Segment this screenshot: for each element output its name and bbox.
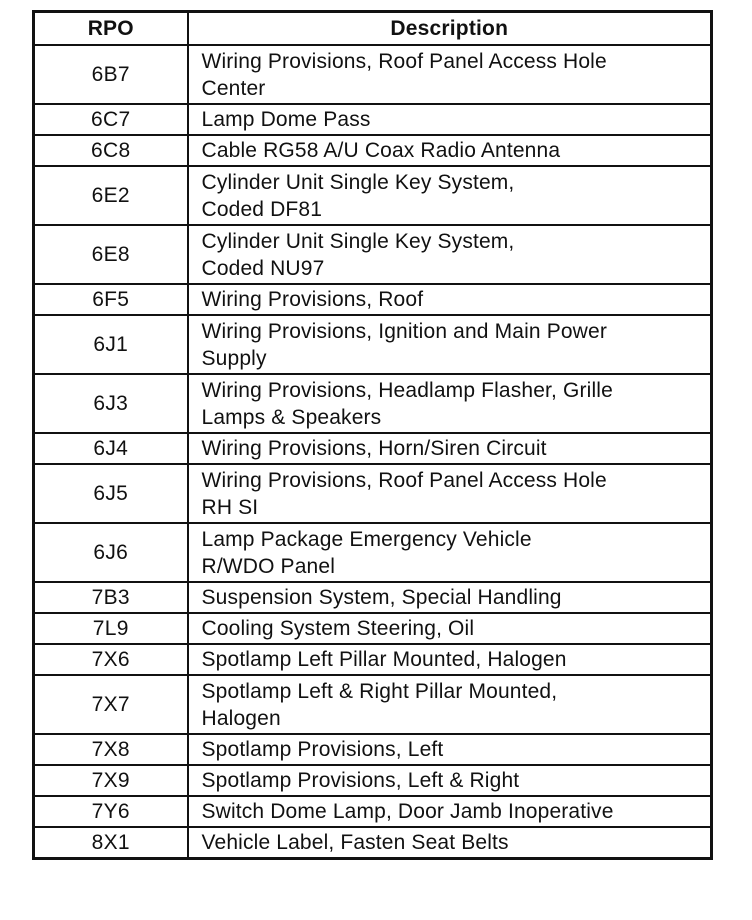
rpo-code-cell: 6J4	[34, 433, 188, 464]
description-cell	[188, 374, 712, 433]
rpo-code-cell: 7X7	[34, 675, 188, 734]
rpo-code-cell: 6J6	[34, 523, 188, 582]
description-line: Wiring Provisions, Headlamp Flasher, Grille	[201, 378, 613, 402]
table-row	[34, 827, 712, 859]
rpo-code-cell: 6F5	[34, 284, 188, 315]
description-cell	[188, 734, 712, 765]
description-line: Lamp Package Emergency Vehicle	[201, 527, 532, 551]
table-row	[34, 675, 712, 734]
rpo-code-cell: 6B7	[34, 45, 188, 104]
rpo-code-cell: 8X1	[34, 827, 188, 859]
rpo-code-cell: 6E8	[34, 225, 188, 284]
table-row	[34, 523, 712, 582]
table-row	[34, 796, 712, 827]
table-row	[34, 225, 712, 284]
rpo-code-cell: 7X6	[34, 644, 188, 675]
rpo-code-cell: 7L9	[34, 613, 188, 644]
description-line: Vehicle Label, Fasten Seat Belts	[201, 831, 509, 854]
description-line: Halogen	[201, 706, 281, 730]
description-line: Spotlamp Provisions, Left	[201, 738, 444, 761]
description-cell	[188, 464, 712, 523]
description-cell	[188, 284, 712, 315]
description-line: Lamp Dome Pass	[201, 108, 371, 131]
description-line: Spotlamp Left & Right Pillar Mounted,	[201, 679, 558, 703]
table-row	[34, 166, 712, 225]
description-line: RH SI	[201, 495, 259, 519]
rpo-code-cell: 7X9	[34, 765, 188, 796]
description-line: Wiring Provisions, Roof Panel Access Hole	[201, 468, 607, 492]
table-row	[34, 765, 712, 796]
rpo-code-cell: 7Y6	[34, 796, 188, 827]
description-cell	[188, 135, 712, 166]
rpo-code-cell: 6E2	[34, 166, 188, 225]
table-body	[34, 45, 712, 859]
description-cell	[188, 796, 712, 827]
description-cell	[188, 523, 712, 582]
description-line: Lamps & Speakers	[201, 405, 382, 429]
table-header-row	[34, 12, 712, 46]
description-line: R/WDO Panel	[201, 554, 336, 578]
description-line: Wiring Provisions, Roof	[201, 288, 424, 311]
description-cell	[188, 45, 712, 104]
description-line: Supply	[201, 346, 267, 370]
description-cell	[188, 225, 712, 284]
rpo-code-cell: 7X8	[34, 734, 188, 765]
description-line: Center	[201, 76, 266, 100]
description-line: Cylinder Unit Single Key System,	[201, 170, 515, 194]
description-line: Wiring Provisions, Ignition and Main Power	[201, 319, 607, 343]
description-cell	[188, 613, 712, 644]
description-line: Spotlamp Provisions, Left & Right	[201, 769, 520, 792]
column-header-rpo: RPO	[34, 12, 188, 46]
rpo-code-cell: 7B3	[34, 582, 188, 613]
table-row	[34, 644, 712, 675]
description-line: Coded DF81	[201, 197, 323, 221]
description-cell	[188, 827, 712, 859]
description-line: Cylinder Unit Single Key System,	[201, 229, 515, 253]
description-cell	[188, 644, 712, 675]
rpo-code-cell: 6J5	[34, 464, 188, 523]
description-line: Coded NU97	[201, 256, 325, 280]
table-row	[34, 374, 712, 433]
description-line: Cable RG58 A/U Coax Radio Antenna	[201, 139, 561, 162]
description-cell	[188, 166, 712, 225]
description-line: Suspension System, Special Handling	[201, 586, 562, 609]
description-line: Cooling System Steering, Oil	[201, 617, 475, 640]
description-cell	[188, 104, 712, 135]
column-header-description: Description	[188, 12, 712, 46]
rpo-code-cell: 6C7	[34, 104, 188, 135]
description-cell	[188, 582, 712, 613]
rpo-table	[32, 10, 713, 860]
table-row	[34, 104, 712, 135]
rpo-code-cell: 6J1	[34, 315, 188, 374]
table-row	[34, 613, 712, 644]
table-row	[34, 135, 712, 166]
table-row	[34, 284, 712, 315]
table-row	[34, 433, 712, 464]
description-cell	[188, 675, 712, 734]
rpo-code-cell: 6J3	[34, 374, 188, 433]
table-row	[34, 45, 712, 104]
table-row	[34, 734, 712, 765]
description-line: Wiring Provisions, Horn/Siren Circuit	[201, 437, 547, 460]
description-line: Spotlamp Left Pillar Mounted, Halogen	[201, 648, 567, 671]
description-cell	[188, 315, 712, 374]
table-row	[34, 582, 712, 613]
description-line: Switch Dome Lamp, Door Jamb Inoperative	[201, 800, 614, 823]
description-cell	[188, 765, 712, 796]
description-line: Wiring Provisions, Roof Panel Access Hole	[201, 49, 607, 73]
rpo-code-cell: 6C8	[34, 135, 188, 166]
description-cell	[188, 433, 712, 464]
table-row	[34, 464, 712, 523]
table-row	[34, 315, 712, 374]
